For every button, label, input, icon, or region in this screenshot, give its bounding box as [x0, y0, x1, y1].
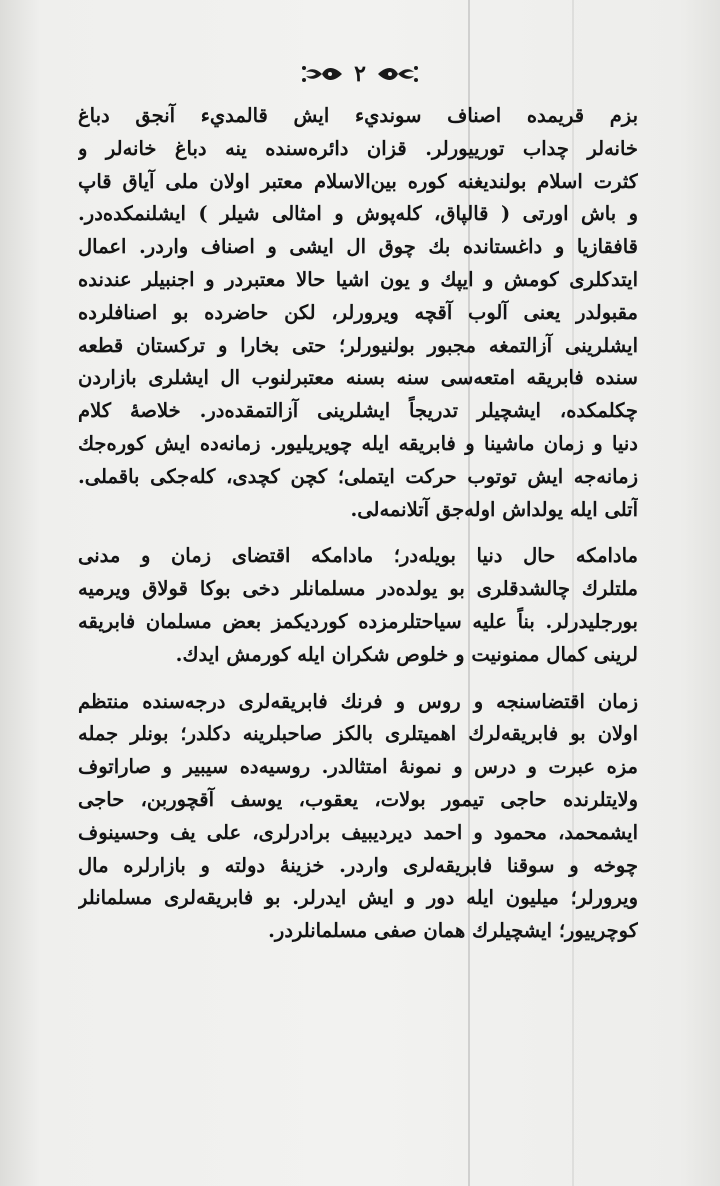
text-line: كثرت اسلام بولندیغنه كوره بين‌الاسلام معتبر اولان ملى آياق قاپ: [78, 169, 638, 193]
text-line: ايتدكلرى كومش و ايپك و يون اشيا حالا معتبردر و اجنبيلر عندنده: [78, 267, 638, 291]
page-number: ٢: [354, 61, 366, 87]
text-line: مادامكه حال دنيا بويله‌در؛ مادامكه اقتضاى زمان و مدنى: [78, 544, 638, 568]
text-line: ملتلرك چالشدقلرى بو يولده‌در مسلمانلر دخى بوكا قولاق ويرميه: [78, 577, 638, 601]
body-text: [78, 100, 638, 948]
text-line: قافقازيا و داغستانده بك چوق ال ايشى و اصناف واردر. اعمال: [78, 235, 638, 259]
text-line: دنيا و زمان ماشينا و فابريقه ايله چويريليور. زمانه‌ده ايش كوره‌جك: [78, 431, 638, 455]
text-line: ايشمحمد، محمود و احمد ديرديبيف برادرلرى، على يف وحسينوف: [78, 820, 638, 844]
text-line: سنده فابريقه امتعه‌سى سنه بسنه معتبرلنوب ال ايشلرى بازاردن: [78, 366, 638, 390]
text-line: ويرورلر؛ ميليون ايله دور و ايش ايدرلر. بو فابريقه‌لرى مسلمانلر: [78, 886, 638, 910]
text-line: اولان بو فابريقه‌لرك اهميتلرى بالكز صاحبلرينه دكلدر؛ بونلر جمله: [78, 722, 638, 746]
text-line: چوخه و سوقنا فابريقه‌لرى واردر. خزينهٔ دولته و بازارلره مال: [78, 853, 638, 877]
paragraph-2: [78, 540, 638, 671]
text-line: لرينى كمال ممنونيت و خلوص شكران ايله كورمش ايدك.: [175, 642, 638, 666]
text-line: خانه‌لر چداب تورييورلر. قزان دائره‌سنده ينه دباغ خانه‌لر و: [78, 136, 638, 160]
text-line: زمانه‌جه ايش توتوب حركت ايتملى؛ كچن كچدى، كله‌جكى باقملى.: [78, 464, 638, 488]
text-line: زمان اقتضاسنجه و روس و فرنك فابريقه‌لرى درجه‌سنده منتظم: [78, 689, 638, 713]
text-line: آتلى ايله يولداش اوله‌جق آتلانمه‌لى.: [350, 497, 638, 521]
text-line: بورجليدرلر. بناً عليه سياحتلرمزده كورديكمز بعض مسلمان فابريقه: [78, 609, 638, 633]
floral-ornament-left-icon: [300, 62, 344, 86]
text-line: و باش اورتى ( قالپاق، كله‌پوش و امثالى شيلر ) ايشلنمكده‌در.: [78, 202, 638, 226]
text-line: كوچرييور؛ ايشچيلرك همان صفى مسلمانلردر.: [268, 919, 638, 943]
paragraph-1: [78, 100, 638, 526]
text-line: ولايتلرنده حاجى تيمور بولات، يعقوب، يوسف آقچوربن، حاجى: [78, 787, 638, 811]
page-header: [0, 54, 720, 94]
text-line: بزم قريمده اصناف سونديء ايش قالمديء آنجق دباغ: [78, 104, 638, 127]
paragraph-3: [78, 686, 638, 948]
text-line: مقبولدر يعنى آلوب آقچه ويرورلر، لكن حاضرده بو اصنافلرده: [78, 300, 638, 324]
floral-ornament-right-icon: [376, 62, 420, 86]
text-line: مزه عبرت و درس و نمونهٔ امتثالدر. روسيه‌ده سيبير و صاراتوف: [78, 755, 638, 779]
text-line: ايشلرينى آزالتمغه مجبور بولنيورلر؛ حتى بخارا و تركستان قطعه: [78, 333, 638, 357]
text-line: چكلمكده، ايشچيلر تدريجاً ايشلرينى آزالتمقده‌در. خلاصهٔ كلام: [78, 399, 638, 423]
